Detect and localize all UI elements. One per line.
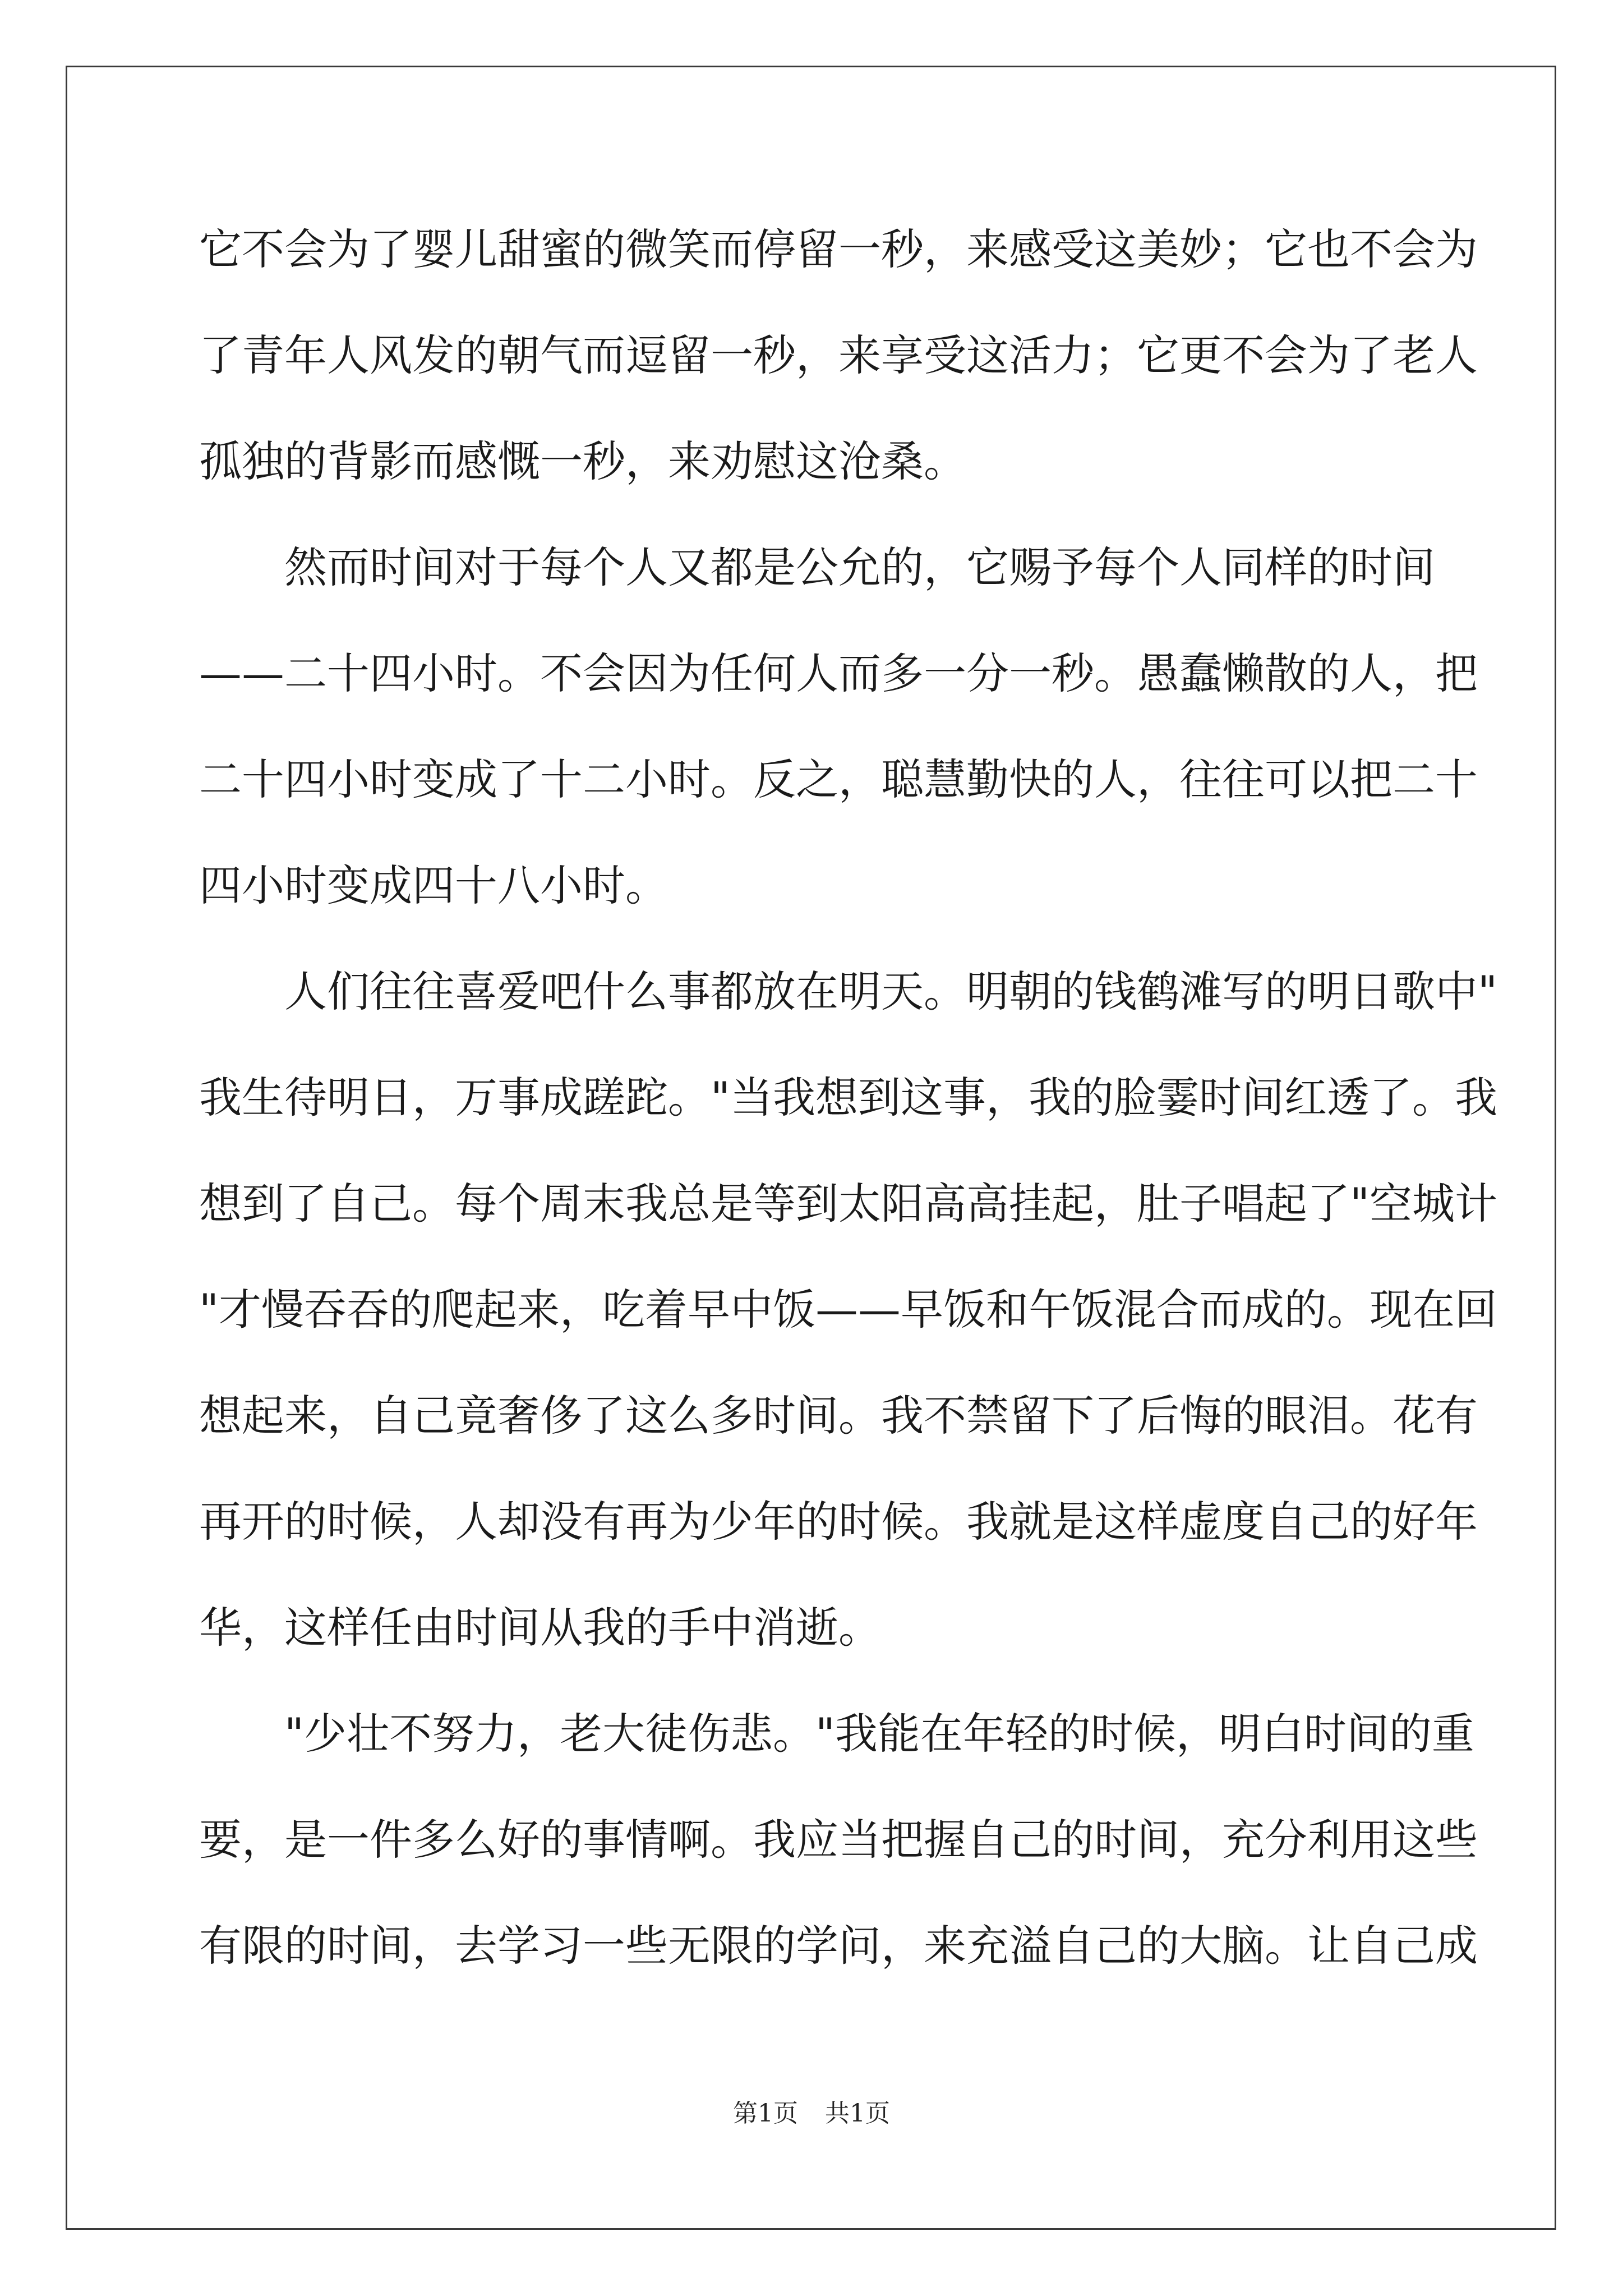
text-line: 再开的时候，人却没有再为少年的时候。我就是这样虚度自己的好年 xyxy=(199,1497,1478,1547)
text-line: "少壮不努力，老大徒伤悲。"我能在年轻的时候，明白时间的重 xyxy=(284,1709,1474,1759)
text-line: 华，这样任由时间从我的手中消逝。 xyxy=(199,1603,881,1653)
text-line: 想起来，自己竟奢侈了这么多时间。我不禁留下了后悔的眼泪。花有 xyxy=(199,1391,1478,1441)
text-line: 二十四小时变成了十二小时。反之，聪慧勤快的人，往往可以把二十 xyxy=(199,754,1478,804)
text-line: 它不会为了婴儿甜蜜的微笑而停留一秒，来感受这美妙；它也不会为 xyxy=(199,224,1478,274)
text-line: 要，是一件多么好的事情啊。我应当把握自己的时间，充分利用这些 xyxy=(199,1815,1478,1865)
text-line: 四小时变成四十八小时。 xyxy=(199,861,668,910)
text-line: 孤独的背影而感慨一秒，来劝慰这沧桑。 xyxy=(199,436,966,486)
text-line: ——二十四小时。不会因为任何人而多一分一秒。愚蠢懒散的人，把 xyxy=(199,648,1478,698)
text-line: 然而时间对于每个人又都是公允的，它赐予每个人同样的时间 xyxy=(284,542,1435,592)
text-line: 有限的时间，去学习一些无限的学问，来充溢自己的大脑。让自己成 xyxy=(199,1921,1478,1971)
text-line: 想到了自己。每个周末我总是等到太阳高高挂起，肚子唱起了"空城计 xyxy=(199,1179,1497,1228)
text-line: 人们往往喜爱吧什么事都放在明天。明朝的钱鹤滩写的明日歌中" xyxy=(284,967,1497,1016)
document-body xyxy=(199,208,1497,2010)
text-line: "才慢吞吞的爬起来，吃着早中饭——早饭和午饭混合而成的。现在回 xyxy=(199,1285,1497,1335)
page-number-total: 共1页 xyxy=(825,2099,890,2128)
text-line: 了青年人风发的朝气而逗留一秒，来享受这活力；它更不会为了老人 xyxy=(199,330,1478,380)
text-line: 我生待明日，万事成蹉跎。"当我想到这事，我的脸霎时间红透了。我 xyxy=(199,1073,1497,1122)
page-footer xyxy=(0,2097,1623,2131)
page-number-current: 第1页 xyxy=(733,2099,798,2128)
